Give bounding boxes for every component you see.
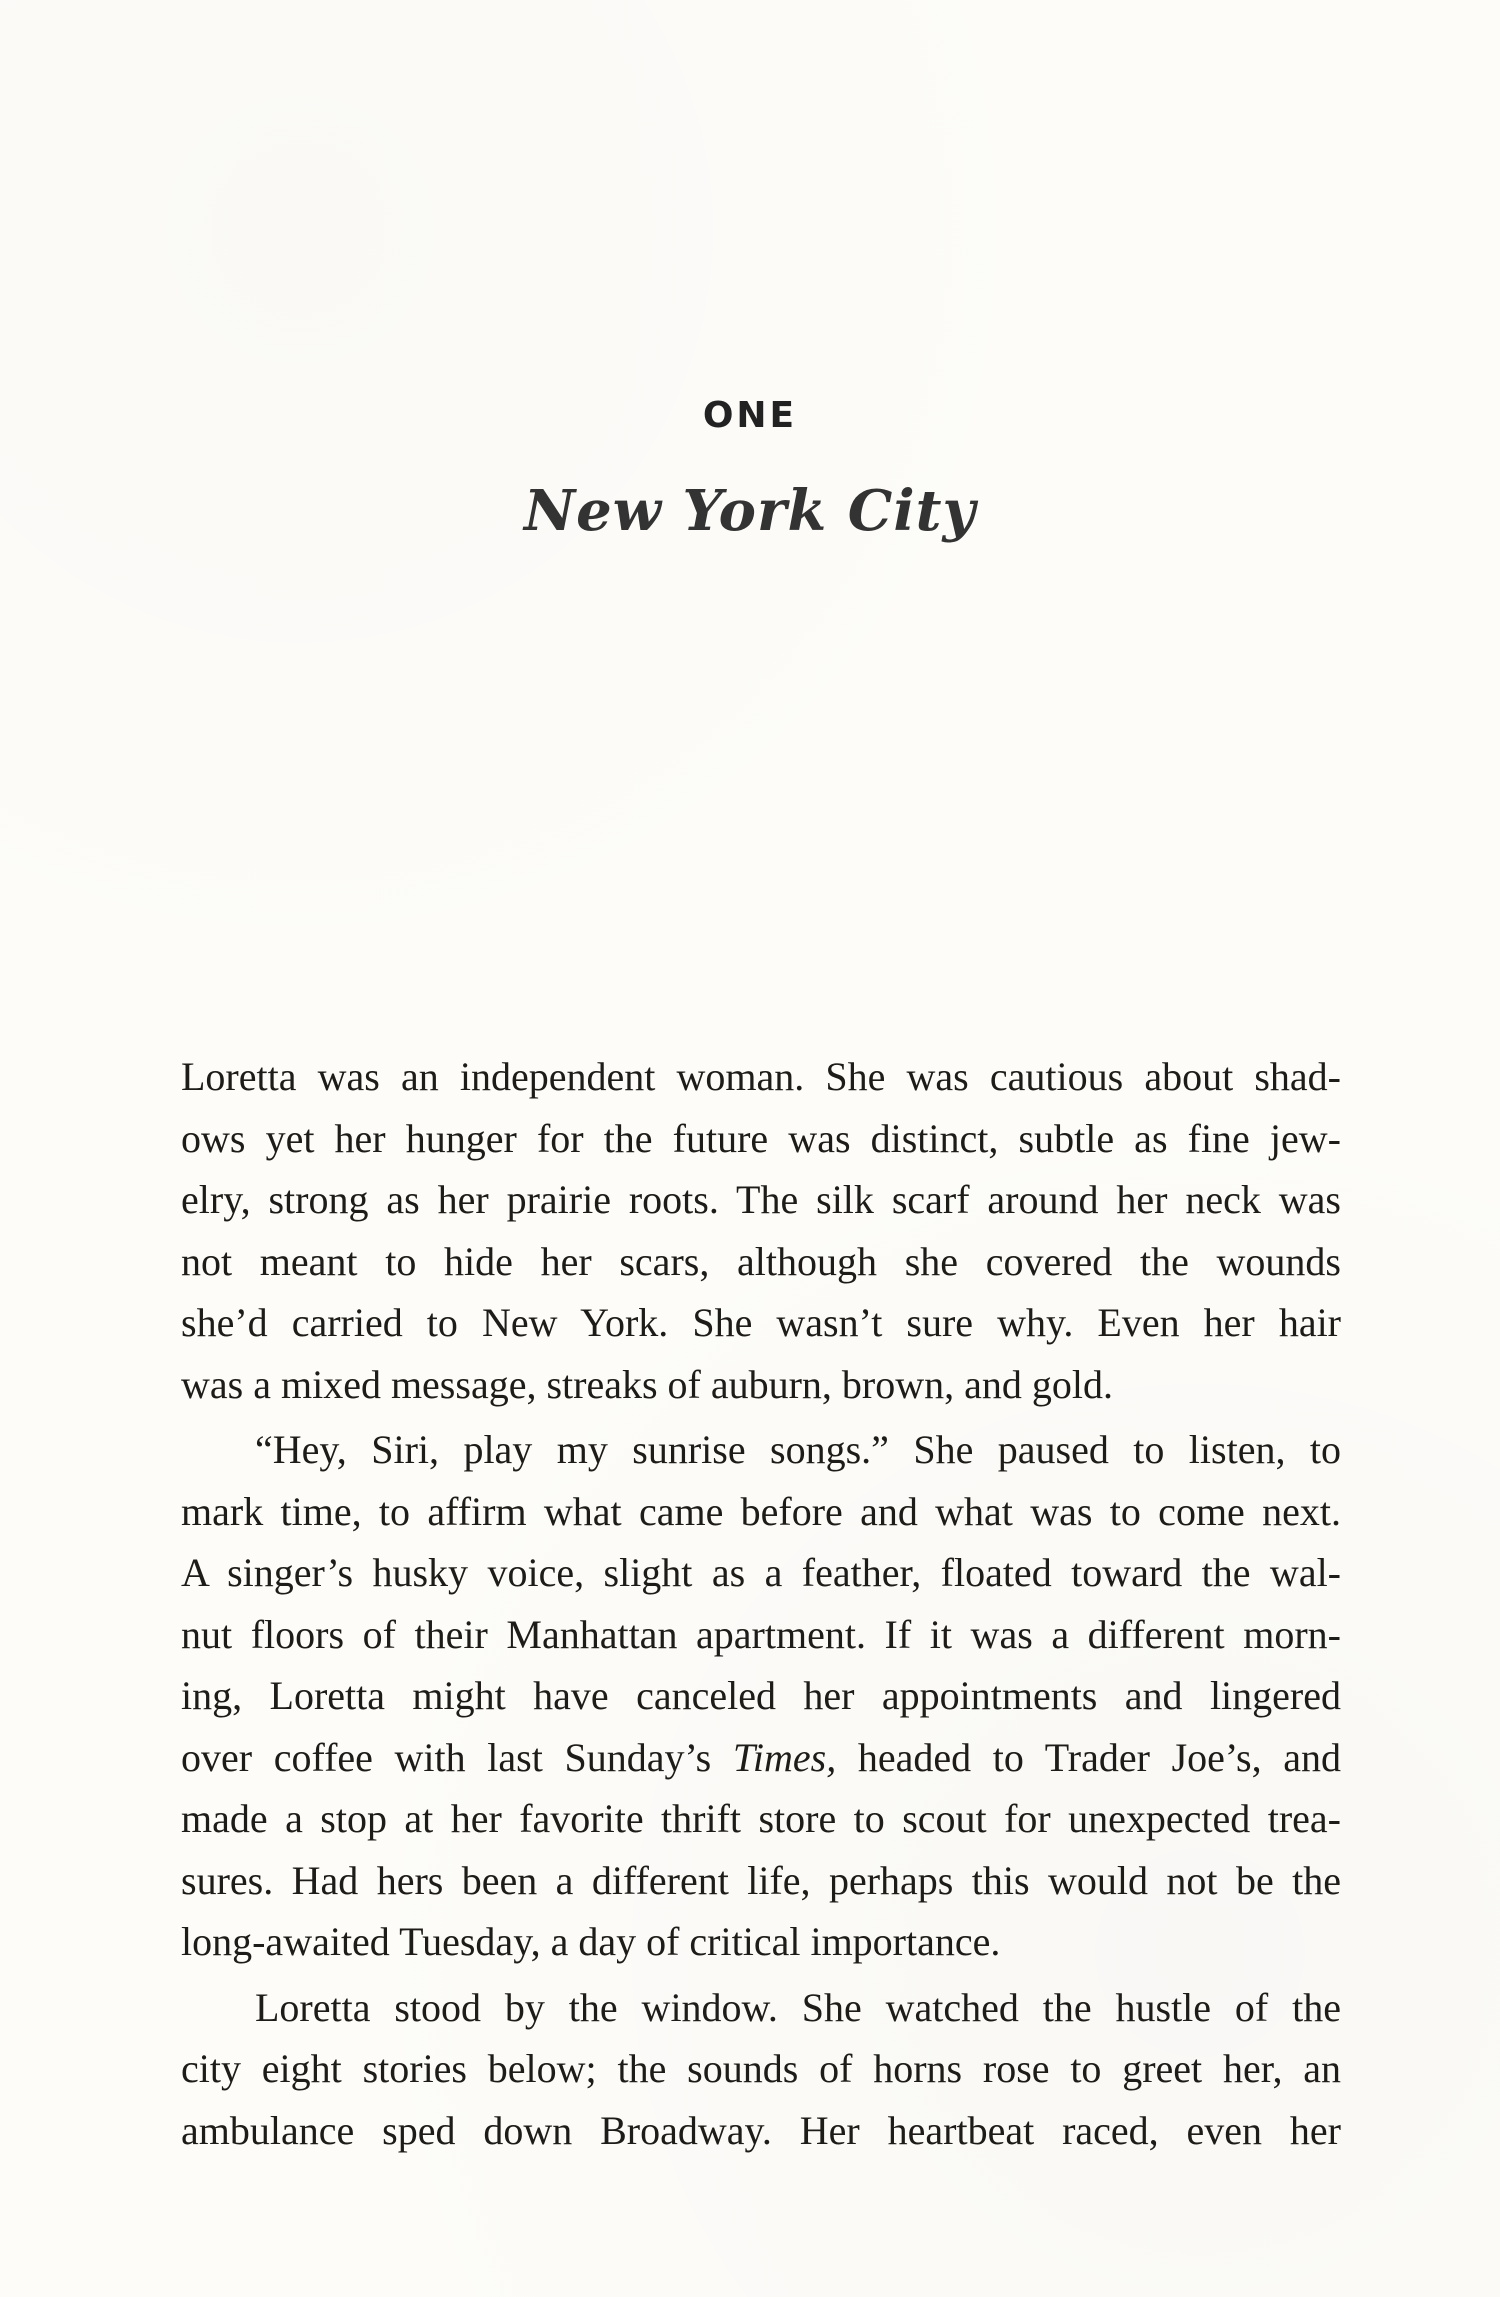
text-line: ing, Loretta might have canceled her appointments and lingered <box>181 1673 1341 1718</box>
text-line: sures. Had hers been a different life, perhaps this would not be the <box>181 1857 1341 1903</box>
text-line: not meant to hide her scars, although she covered the wounds <box>181 1238 1341 1284</box>
text-line: she’d carried to New York. She wasn’t sure why. Even her hair <box>181 1300 1341 1345</box>
italic-title: Times, <box>732 1734 837 1780</box>
text-line: elry, strong as her prairie roots. The silk scarf around her neck was <box>181 1177 1341 1222</box>
text-segment: headed to Trader Joe’s, and <box>836 1734 1341 1780</box>
text-line: made a stop at her favorite thrift store to scout for unexpected trea- <box>181 1796 1341 1841</box>
text-segment: over coffee with last Sunday’s <box>181 1734 733 1780</box>
text-line: “Hey, Siri, play my sunrise songs.” She paused to listen, to <box>255 1427 1341 1472</box>
text-line: was a mixed message, streaks of auburn, brown, and gold. <box>181 1361 1113 1407</box>
paragraph-2 <box>181 1419 1341 1973</box>
chapter-number: ONE <box>702 395 798 436</box>
chapter-title: New York City <box>523 478 977 544</box>
text-line: ows yet her hunger for the future was distinct, subtle as fine jew- <box>181 1115 1341 1161</box>
text-line: Loretta stood by the window. She watched the hustle of the <box>255 1984 1341 2030</box>
text-line: long-awaited Tuesday, a day of critical importance. <box>181 1919 1001 1964</box>
paragraph-3 <box>181 1977 1341 2162</box>
text-line: Loretta was an independent woman. She was cautious about shad- <box>181 1054 1341 1099</box>
text-line: ambulance sped down Broadway. Her heartbeat raced, even her <box>181 2107 1341 2153</box>
text-line: nut floors of their Manhattan apartment. If it was a different morn- <box>181 1611 1341 1657</box>
text-line-with-italic <box>181 1727 1341 1789</box>
text-line: city eight stories below; the sounds of horns rose to greet her, an <box>181 2046 1341 2091</box>
text-line: A singer’s husky voice, slight as a feather, floated toward the wal- <box>181 1550 1341 1595</box>
text-line: mark time, to affirm what came before and what was to come next. <box>181 1488 1341 1534</box>
chapter-body <box>181 1046 1341 2161</box>
paragraph-1 <box>181 1046 1341 1415</box>
